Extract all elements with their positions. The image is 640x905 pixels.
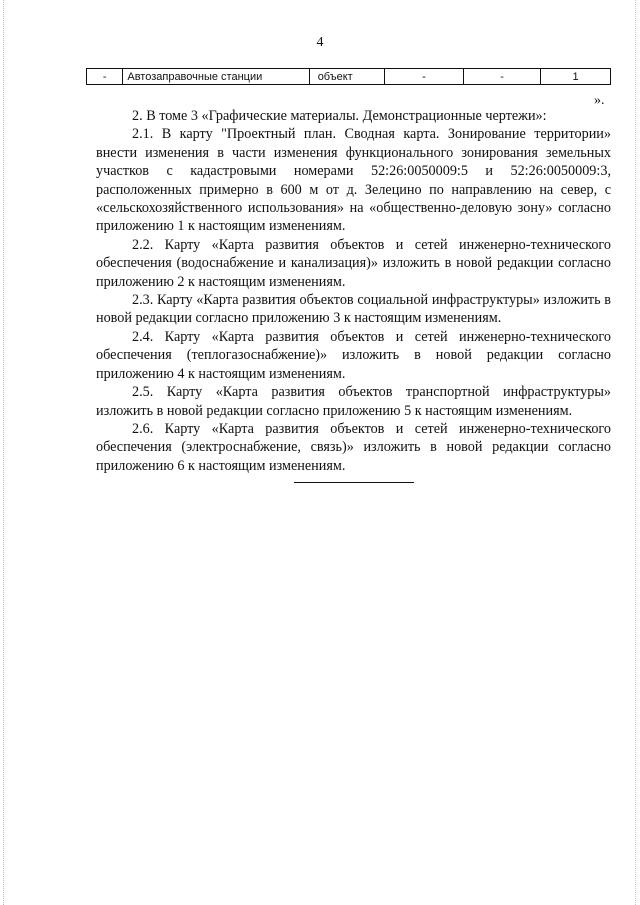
objects-table xyxy=(86,68,611,85)
table-cell-value-1: - xyxy=(384,69,464,85)
paragraph-2-2: 2.2. Карту «Карта развития объектов и сетей инженерно-технического обеспечения (водоснабжение и канализация)» изложить в новой редакции согласно приложению 2 к настоящим изменениям. xyxy=(96,236,611,290)
paragraph-2-4: 2.4. Карту «Карта развития объектов и сетей инженерно-технического обеспечения (теплогазоснабжение)» изложить в новой редакции согласно приложению 4 к настоящим изменениям. xyxy=(96,328,611,382)
paragraph-2-5: 2.5. Карту «Карта развития объектов транспортной инфраструктуры» изложить в новой редакции согласно приложению 5 к настоящим изменениям. xyxy=(96,384,611,419)
scan-edge-left xyxy=(3,0,5,905)
table-cell-index: - xyxy=(87,69,123,85)
table-cell-value-2: - xyxy=(464,69,541,85)
paragraph-2: 2. В томе 3 «Графические материалы. Демонстрационные чертежи»: xyxy=(132,108,547,124)
page-number: 4 xyxy=(316,35,324,50)
table-cell-value-3: 1 xyxy=(541,69,611,85)
table-cell-unit: объект xyxy=(309,69,384,85)
table-cell-name: Автозаправочные станции xyxy=(123,69,309,85)
table-row xyxy=(87,69,611,85)
paragraph-2-6: 2.6. Карту «Карта развития объектов и сетей инженерно-технического обеспечения (электроснабжение, связь)» изложить в новой редакции согласно приложению 6 к настоящим изменениям. xyxy=(96,420,611,474)
scan-edge-right xyxy=(635,0,637,905)
paragraph-2-1: 2.1. В карту "Проектный план. Сводная карта. Зонирование территории» внести изменения в части изменения функционального зонирования земельных участков с кадастровыми номерами 52:26:0050009:5 и 52:26:0050009:3, расположенных примерно в 600 м от д. Зелецино по направлению на север, с «сельскохозяйственного использования» на «общественно-деловую зону» согласно приложению 1 к настоящим изменениям. xyxy=(96,126,611,235)
table-closing-quote: ». xyxy=(594,93,605,108)
document-body xyxy=(96,107,611,475)
end-divider-line xyxy=(294,482,414,483)
paragraph-2-3: 2.3. Карту «Карта развития объектов социальной инфраструктуры» изложить в новой редакции согласно приложению 3 к настоящим изменениям. xyxy=(96,292,611,327)
